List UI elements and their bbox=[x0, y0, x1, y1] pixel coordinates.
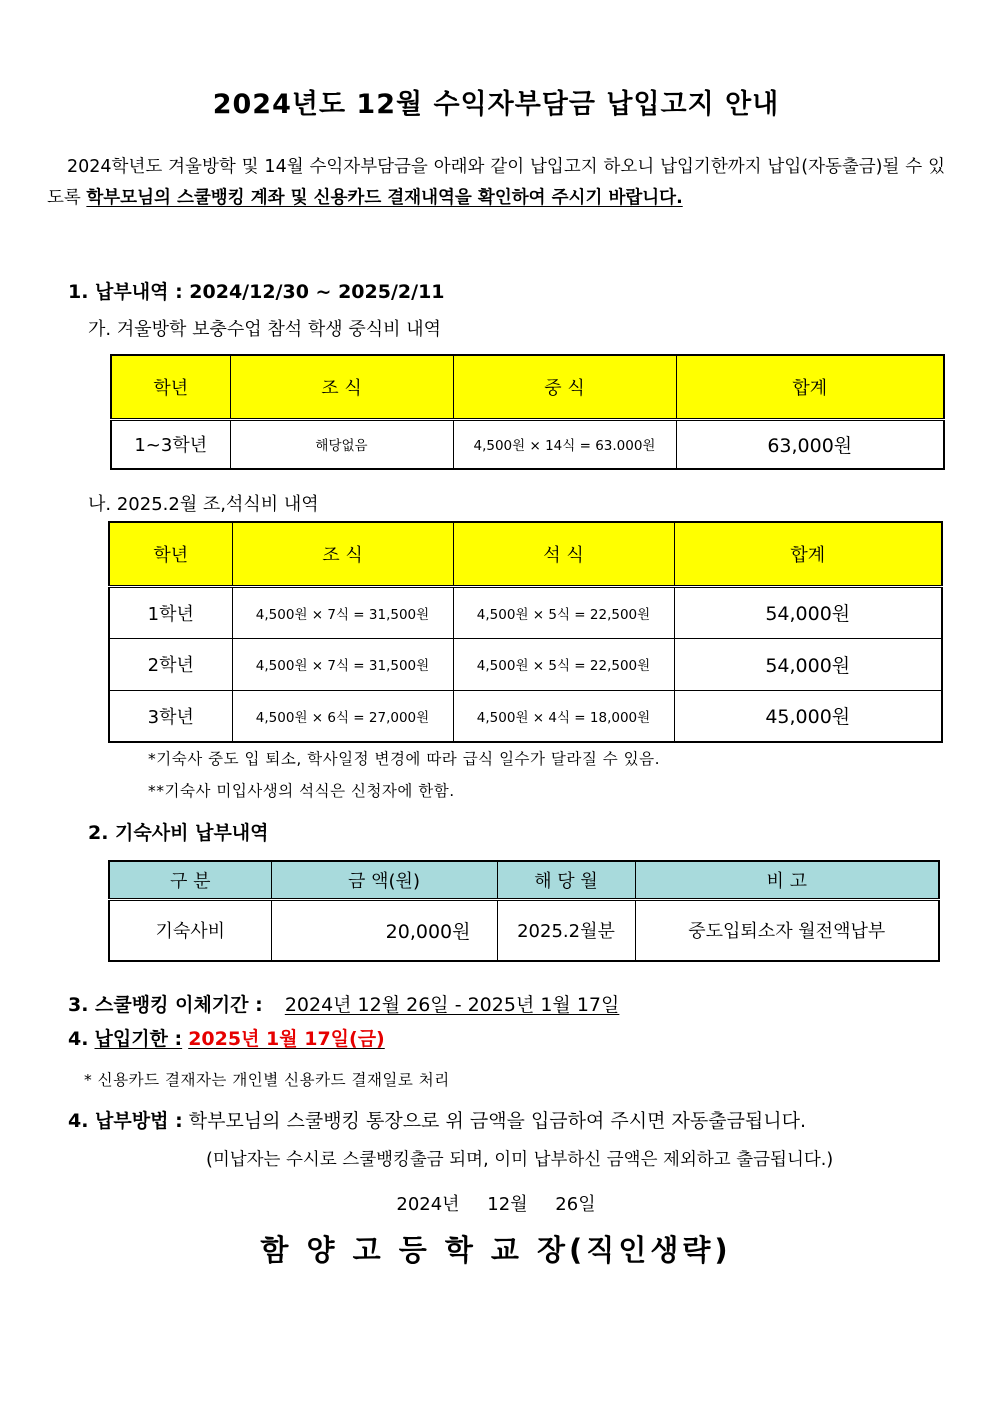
cell-breakfast: 4,500원 × 6식 = 27,000원 bbox=[232, 690, 453, 742]
intro-emphasis: 학부모님의 스쿨뱅킹 계좌 및 신용카드 결재내역을 확인하여 주시기 바랍니다. bbox=[86, 188, 683, 208]
section5-line bbox=[68, 1106, 806, 1133]
deadline-value: 2025년 1월 17일(금) bbox=[188, 1028, 385, 1050]
cell-grade: 3학년 bbox=[109, 690, 232, 742]
header-month: 해 당 월 bbox=[497, 861, 635, 899]
cell-grade: 2학년 bbox=[109, 638, 232, 690]
meal-fee-table bbox=[108, 521, 943, 743]
table-row bbox=[111, 419, 944, 469]
signature: 함 양 고 등 학 교 장(직인생략) bbox=[260, 1233, 732, 1267]
header-remark: 비 고 bbox=[635, 861, 939, 899]
section1-heading: 1. 납부내역 : 2024/12/30 ~ 2025/2/11 bbox=[68, 281, 445, 303]
cell-month: 2025.2월분 bbox=[497, 899, 635, 961]
section1-sub-b-heading: 나. 2025.2월 조,석식비 내역 bbox=[88, 494, 319, 515]
section3-label: 3. 스쿨뱅킹 이체기간 : bbox=[68, 994, 263, 1016]
cell-remark: 중도입퇴소자 월전액납부 bbox=[635, 899, 939, 961]
lunch-fee-table bbox=[110, 354, 945, 470]
header-breakfast: 조 식 bbox=[230, 355, 453, 419]
cell-lunch: 4,500원 × 14식 = 63.000원 bbox=[453, 419, 676, 469]
section1-sub-a-heading: 가. 겨울방학 보충수업 참석 학생 중식비 내역 bbox=[88, 319, 442, 340]
cell-grade: 1~3학년 bbox=[111, 419, 230, 469]
cell-total: 54,000원 bbox=[674, 638, 942, 690]
section4-number: 4. bbox=[68, 1028, 89, 1050]
cell-dinner: 4,500원 × 4식 = 18,000원 bbox=[453, 690, 674, 742]
header-amount: 금 액(원) bbox=[271, 861, 497, 899]
issue-date: 2024년 12월 26일 bbox=[396, 1194, 596, 1215]
section5-label: 4. 납부방법 : bbox=[68, 1110, 183, 1132]
header-dinner: 석 식 bbox=[453, 522, 674, 586]
header-breakfast: 조 식 bbox=[232, 522, 453, 586]
header-grade: 학년 bbox=[109, 522, 232, 586]
cell-breakfast: 4,500원 × 7식 = 31,500원 bbox=[232, 586, 453, 638]
intro-text: 2024학년도 겨울방학 및 14월 수익자부담금을 아래와 같이 납입고지 하오니 납입기한까지 납입(자동출금)될 수 있도록 bbox=[47, 157, 945, 208]
section3-line bbox=[68, 990, 619, 1017]
cell-grade: 1학년 bbox=[109, 586, 232, 638]
section2-heading: 2. 기숙사비 납부내역 bbox=[88, 822, 269, 844]
intro-paragraph bbox=[47, 152, 945, 214]
cell-total: 54,000원 bbox=[674, 586, 942, 638]
table-row bbox=[109, 638, 942, 690]
section4-label: 납입기한 : bbox=[94, 1028, 183, 1050]
cell-total: 45,000원 bbox=[674, 690, 942, 742]
credit-card-note: * 신용카드 결재자는 개인별 신용카드 결재일로 처리 bbox=[84, 1071, 450, 1089]
section5-subtext: (미납자는 수시로 스쿨뱅킹출금 되며, 이미 납부하신 금액은 제외하고 출금됩니다.) bbox=[206, 1150, 834, 1170]
header-total: 합계 bbox=[674, 522, 942, 586]
section4-line bbox=[68, 1024, 385, 1051]
dorm-note-2: **기숙사 미입사생의 석식은 신청자에 한함. bbox=[148, 782, 455, 800]
header-grade: 학년 bbox=[111, 355, 230, 419]
header-lunch: 중 식 bbox=[453, 355, 676, 419]
cell-total: 63,000원 bbox=[676, 419, 944, 469]
cell-breakfast: 4,500원 × 7식 = 31,500원 bbox=[232, 638, 453, 690]
section3-value: 2024년 12월 26일 - 2025년 1월 17일 bbox=[284, 994, 620, 1016]
cell-category: 기숙사비 bbox=[109, 899, 271, 961]
table-row bbox=[109, 690, 942, 742]
header-total: 합계 bbox=[676, 355, 944, 419]
cell-breakfast: 해당없음 bbox=[230, 419, 453, 469]
header-category: 구 분 bbox=[109, 861, 271, 899]
cell-amount: 20,000원 bbox=[271, 899, 497, 961]
dorm-fee-table bbox=[108, 860, 940, 962]
cell-dinner: 4,500원 × 5식 = 22,500원 bbox=[453, 638, 674, 690]
table-row bbox=[109, 586, 942, 638]
page-title: 2024년도 12월 수익자부담금 납입고지 안내 bbox=[212, 89, 780, 120]
table-row bbox=[109, 899, 939, 961]
section5-text: 학부모님의 스쿨뱅킹 통장으로 위 금액을 입금하여 주시면 자동출금됩니다. bbox=[188, 1110, 807, 1132]
cell-dinner: 4,500원 × 5식 = 22,500원 bbox=[453, 586, 674, 638]
dorm-note-1: *기숙사 중도 입 퇴소, 학사일정 변경에 따라 급식 일수가 달라질 수 있음. bbox=[148, 750, 661, 768]
